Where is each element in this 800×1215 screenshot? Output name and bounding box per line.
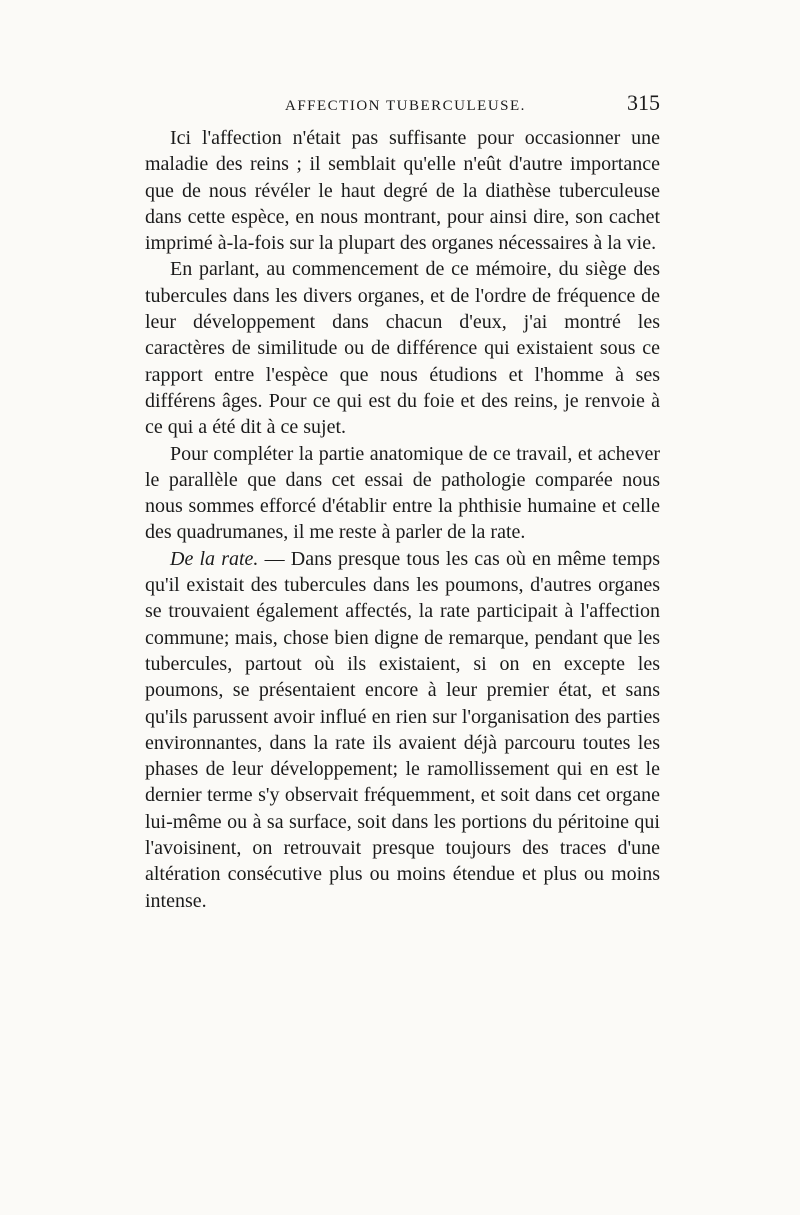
paragraph: Ici l'affection n'était pas suffisante pour occasionner une maladie des reins ; il semblait qu'elle n'eût d'autre importance que de nous révéler le haut degré de la diathèse tuberculeuse dans cette espèce, en nous montrant, pour ainsi dire, son cachet imprimé à-la-fois sur la plupart des organes nécessaires à la vie. bbox=[145, 127, 660, 255]
body-text bbox=[145, 125, 660, 914]
paragraph: En parlant, au commencement de ce mémoire, du siège des tubercules dans les divers organes, et de l'ordre de fréquence de leur développement dans chacun d'eux, j'ai montré les caractères de similitude ou de différence qui existaient sous ce rapport entre l'espèce que nous étudions et l'homme à ses différens âges. Pour ce qui est du foie et des reins, je renvoie à ce qui a été dit à ce sujet. bbox=[145, 258, 660, 439]
page-number: 315 bbox=[627, 90, 660, 115]
paragraph: Pour compléter la partie anatomique de ce travail, et achever le parallèle que dans cet essai de pathologie comparée nous nous sommes efforcé d'établir entre la phthisie humaine et celle des quadrumanes, il me reste à parler de la rate. bbox=[145, 442, 660, 544]
section-text: — Dans presque tous les cas où en même temps qu'il existait des tubercules dans les poumons, d'autres organes se trouvaient également affectés, la rate participait à l'affection commune; mais, chose bien digne de remarque, pendant que les tubercules, partout où ils existaient, si on en excepte les poumons, se présentaient encore à leur premier état, et sans qu'ils parussent avoir influé en rien sur l'organisation des parties environnantes, dans la rate ils avaient déjà parcouru toutes les phases de leur développement; le ramollissement qui en est le dernier terme s'y observait fréquemment, et soit dans cet organe lui-même ou à sa surface, soit dans les portions du péritoine qui l'avoisinent, on retrouvait presque toujours des traces d'une altération consécutive plus ou moins étendue et plus ou moins intense. bbox=[145, 547, 661, 912]
running-title: AFFECTION TUBERCULEUSE. bbox=[285, 98, 526, 114]
section-heading: De la rate. bbox=[170, 547, 259, 570]
page-header bbox=[145, 90, 660, 120]
rate-paragraph bbox=[145, 546, 660, 914]
